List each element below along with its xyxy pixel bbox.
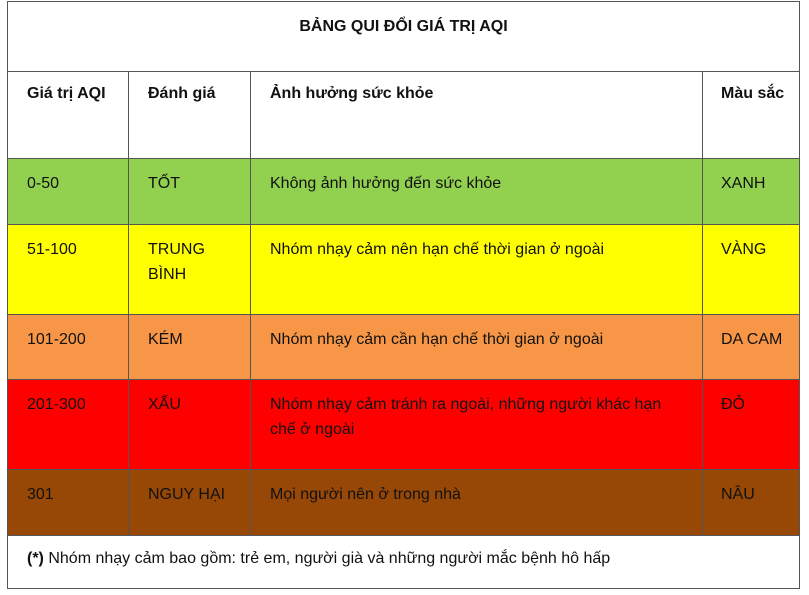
table-row bbox=[8, 159, 799, 225]
header-rating: Đánh giá bbox=[128, 72, 250, 158]
cell-health: Mọi người nên ở trong nhà bbox=[250, 470, 702, 535]
header-row bbox=[8, 72, 799, 159]
cell-color: NÂU bbox=[702, 470, 799, 535]
table-title: BẢNG QUI ĐỔI GIÁ TRỊ AQI bbox=[299, 18, 508, 35]
table-row bbox=[8, 315, 799, 380]
cell-rating: TRUNG BÌNH bbox=[128, 225, 250, 314]
footnote-marker: (*) bbox=[27, 550, 44, 567]
header-health: Ảnh hưởng sức khỏe bbox=[250, 72, 702, 158]
cell-aqi: 101-200 bbox=[27, 331, 86, 348]
table-row bbox=[8, 380, 799, 470]
table-title-row bbox=[8, 2, 799, 72]
aqi-table bbox=[7, 1, 800, 589]
cell-health: Nhóm nhạy cảm cần hạn chế thời gian ở ngoài bbox=[250, 315, 702, 379]
header-aqi: Giá trị AQI bbox=[27, 85, 106, 102]
footnote bbox=[8, 536, 799, 589]
cell-color: ĐỎ bbox=[702, 380, 799, 469]
cell-aqi: 301 bbox=[27, 486, 54, 503]
cell-color: VÀNG bbox=[702, 225, 799, 314]
cell-rating: NGUY HẠI bbox=[128, 470, 250, 535]
cell-health: Nhóm nhạy cảm nên hạn chế thời gian ở ngoài bbox=[250, 225, 702, 314]
cell-aqi: 51-100 bbox=[27, 241, 77, 258]
table-row bbox=[8, 470, 799, 536]
cell-aqi: 0-50 bbox=[27, 175, 60, 192]
cell-health: Nhóm nhạy cảm tránh ra ngoài, những người khác hạn chế ở ngoài bbox=[250, 380, 702, 469]
cell-color: DA CAM bbox=[702, 315, 799, 379]
cell-rating: KÉM bbox=[128, 315, 250, 379]
footnote-text bbox=[27, 550, 610, 568]
header-color: Màu sắc bbox=[702, 72, 792, 158]
cell-rating: TỐT bbox=[128, 159, 250, 224]
cell-health: Không ảnh hưởng đến sức khỏe bbox=[250, 159, 702, 224]
cell-aqi: 201-300 bbox=[27, 396, 86, 413]
cell-color: XANH bbox=[702, 159, 799, 224]
cell-rating: XẤU bbox=[128, 380, 250, 469]
footnote-body: Nhóm nhạy cảm bao gồm: trẻ em, người già và những người mắc bệnh hô hấp bbox=[43, 550, 611, 567]
table-row bbox=[8, 225, 799, 315]
